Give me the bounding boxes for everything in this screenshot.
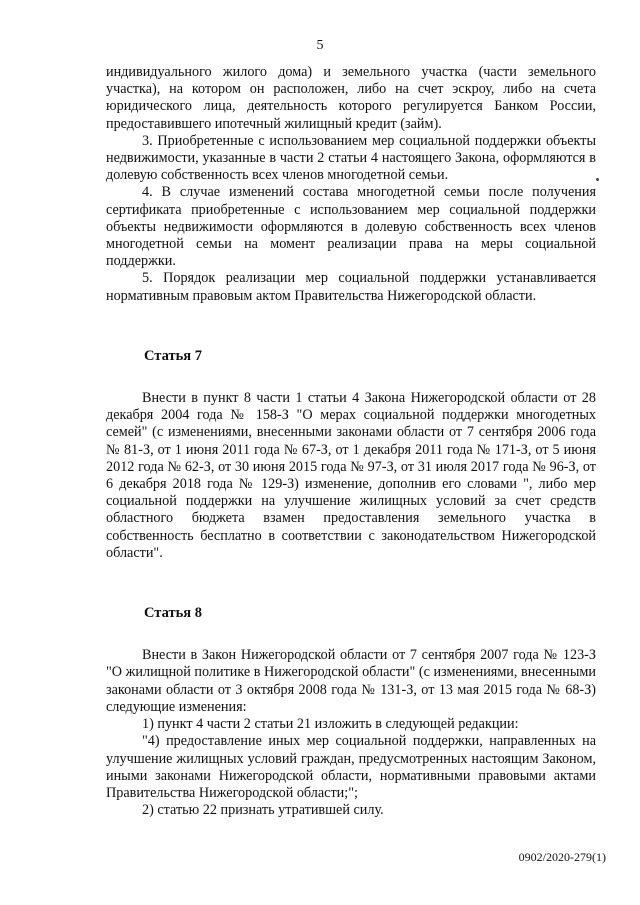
- article-8-item-1: 1) пункт 4 части 2 статьи 21 изложить в следующей редакции:: [142, 716, 519, 733]
- article-8-intro: Внести в Закон Нижегородской области от 7 сентября 2007 года № 123-З "О жилищной политике в Нижегородской области" (с изменениями, внесенными законами области от 3 октября 2008 года № 131-З, от 13 мая 2015 года № 68-З) следующие изменения:: [106, 647, 596, 715]
- paragraph-item-3: 3. Приобретенные с использованием мер социальной поддержки объекты недвижимости, указанные в части 2 статьи 4 настоящего Закона, оформляются в долевую собственность всех членов многодетной семьи.: [106, 132, 596, 184]
- page-number: 5: [316, 38, 324, 53]
- paragraph-continuation: индивидуального жилого дома) и земельного участка (части земельного участка), на котором он расположен, либо на счет эскроу, либо на счета юридического лица, деятельность которого регулируется Банком России, предоставившего ипотечный жилищный кредит (займ).: [106, 64, 596, 132]
- paragraph-item-4: 4. В случае изменений состава многодетной семьи после получения сертификата приобретенные с использованием мер социальной поддержки объекты недвижимости оформляются в долевую собственность всех членов многодетной семьи на момент реализации права на меры социальной поддержки.: [106, 184, 596, 270]
- document-code: 0902/2020-279(1): [518, 850, 606, 864]
- article-7-title: Статья 7: [144, 347, 202, 364]
- article-8-item-2: 2) статью 22 признать утратившей силу.: [142, 802, 384, 819]
- margin-dot: [596, 178, 599, 181]
- document-body: [106, 64, 596, 819]
- article-8-item-1-quote: "4) предоставление иных мер социальной поддержки, направленных на улучшение жилищных условий граждан, предусмотренных настоящим Законом, иными законами Нижегородской области, нормативными правовыми актами Правительства Нижегородской области;";: [106, 733, 596, 801]
- article-8-title: Статья 8: [144, 605, 202, 622]
- paragraph-item-5: 5. Порядок реализации мер социальной поддержки устанавливается нормативным правовым актом Правительства Нижегородской области.: [106, 270, 596, 304]
- article-7-text: Внести в пункт 8 части 1 статьи 4 Закона Нижегородской области от 28 декабря 2004 года № 158-З "О мерах социальной поддержки многодетных семей" (с изменениями, внесенными законами области от 7 сентября 2006 года № 81-З, от 1 июня 2011 года № 67-З, от 1 декабря 2011 года № 171-З, от 5 июня 2012 года № 62-З, от 30 июня 2015 года № 97-З, от 31 июля 2017 года № 96-З, от 6 декабря 2018 года № 129-З) изменение, дополнив его словами ", либо мер социальной поддержки на улучшение жилищных условий за счет средств областного бюджета взамен предоставления земельного участка в собственность бесплатно в соответствии с законодательством Нижегородской области".: [106, 390, 596, 561]
